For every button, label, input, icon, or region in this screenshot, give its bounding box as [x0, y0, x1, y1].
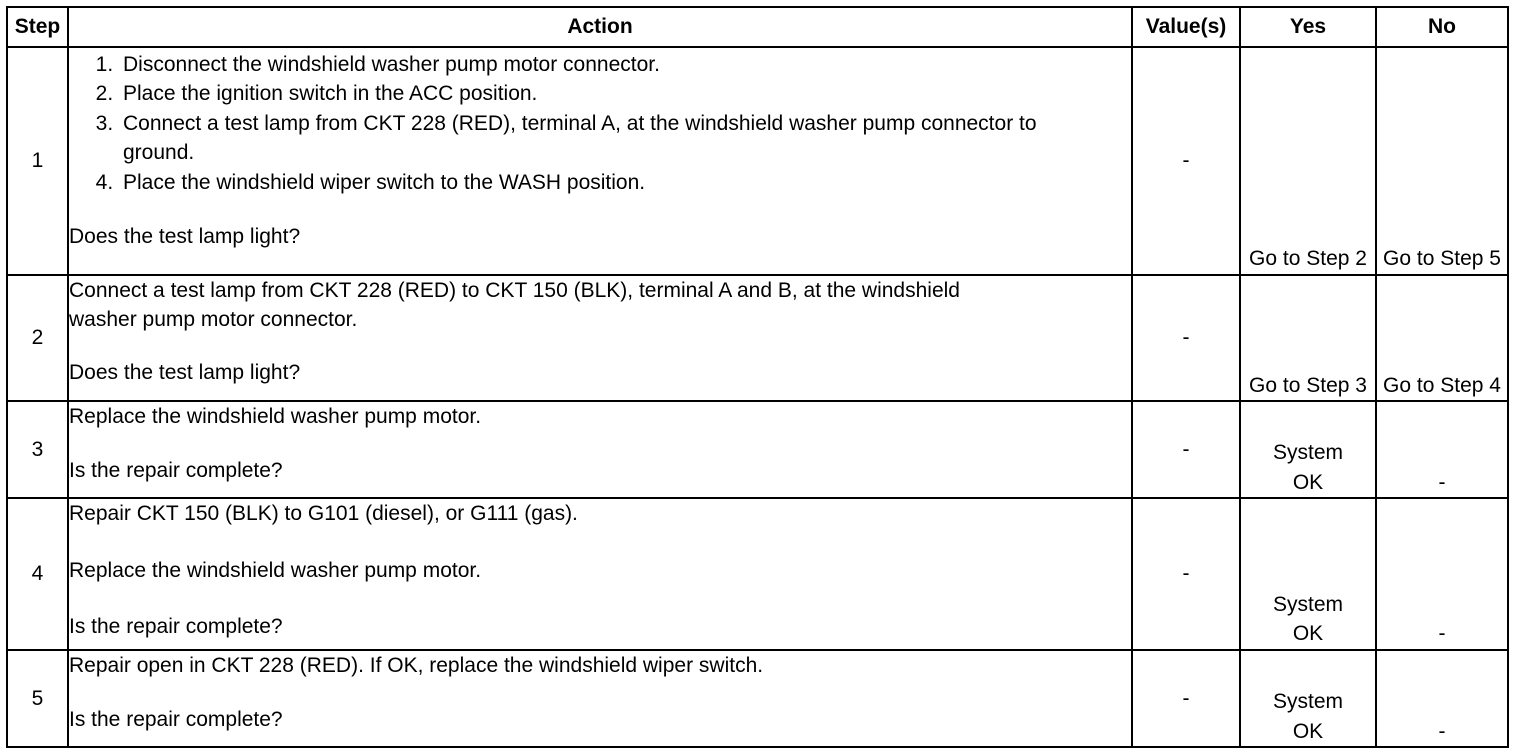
- step-number: 5: [7, 650, 68, 747]
- step-number: 4: [7, 498, 68, 649]
- no-cell: Go to Step 5: [1376, 47, 1508, 275]
- action-text: Connect a test lamp from CKT 228 (RED) to CKT 150 (BLK), terminal A and B, at the windshield washer pump motor connector.: [69, 278, 960, 332]
- header-step: Step: [7, 7, 68, 47]
- action-question: Does the test lamp light?: [69, 224, 301, 248]
- action-steps-list: [69, 50, 1131, 197]
- action-cell: [68, 650, 1132, 747]
- table-row-step-5: [7, 650, 1508, 747]
- header-row: [7, 7, 1508, 47]
- action-text: Replace the windshield washer pump motor.: [69, 405, 482, 428]
- action-question: Is the repair complete?: [69, 615, 283, 639]
- value-cell: -: [1132, 650, 1240, 747]
- action-cell: [68, 275, 1132, 401]
- action-text: Repair CKT 150 (BLK) to G101 (diesel), or G111 (gas).: [69, 502, 578, 526]
- header-no: No: [1376, 7, 1508, 47]
- action-cell: [68, 47, 1132, 275]
- yes-cell: System OK: [1240, 650, 1376, 747]
- diagnostic-table: [6, 6, 1509, 748]
- action-question: Does the test lamp light?: [69, 361, 301, 385]
- action-step-item: 4. Place the windshield wiper switch to the WASH position.: [119, 168, 1131, 197]
- header-action: Action: [68, 7, 1132, 47]
- no-cell: Go to Step 4: [1376, 275, 1508, 401]
- no-cell: -: [1376, 498, 1508, 649]
- action-step-item: 3. Connect a test lamp from CKT 228 (RED), terminal A, at the windshield washer pump connector to ground.: [119, 109, 1131, 168]
- table-row-step-1: [7, 47, 1508, 275]
- table-row-step-2: [7, 275, 1508, 401]
- header-yes: Yes: [1240, 7, 1376, 47]
- action-text: Repair open in CKT 228 (RED). If OK, replace the windshield wiper switch.: [69, 653, 764, 677]
- action-question: Is the repair complete?: [69, 708, 283, 732]
- action-question: Is the repair complete?: [69, 459, 283, 483]
- no-cell: -: [1376, 650, 1508, 747]
- action-text-secondary: Replace the windshield washer pump motor.: [69, 558, 482, 582]
- step-number: 3: [7, 401, 68, 498]
- yes-cell: Go to Step 3: [1240, 275, 1376, 401]
- action-step-item: 2. Place the ignition switch in the ACC position.: [119, 79, 1131, 108]
- step-number: 2: [7, 275, 68, 401]
- header-values: Value(s): [1132, 7, 1240, 47]
- value-cell: -: [1132, 275, 1240, 401]
- table-row-step-4: [7, 498, 1508, 649]
- yes-cell: System OK: [1240, 498, 1376, 649]
- step-number: 1: [7, 47, 68, 275]
- yes-cell: Go to Step 2: [1240, 47, 1376, 275]
- action-step-item: 1. Disconnect the windshield washer pump motor connector.: [119, 50, 1131, 79]
- table-row-step-3: [7, 401, 1508, 498]
- value-cell: -: [1132, 498, 1240, 649]
- yes-cell: System OK: [1240, 401, 1376, 498]
- value-cell: -: [1132, 401, 1240, 498]
- action-cell: [68, 401, 1132, 498]
- no-cell: -: [1376, 401, 1508, 498]
- action-cell: [68, 498, 1132, 649]
- value-cell: -: [1132, 47, 1240, 275]
